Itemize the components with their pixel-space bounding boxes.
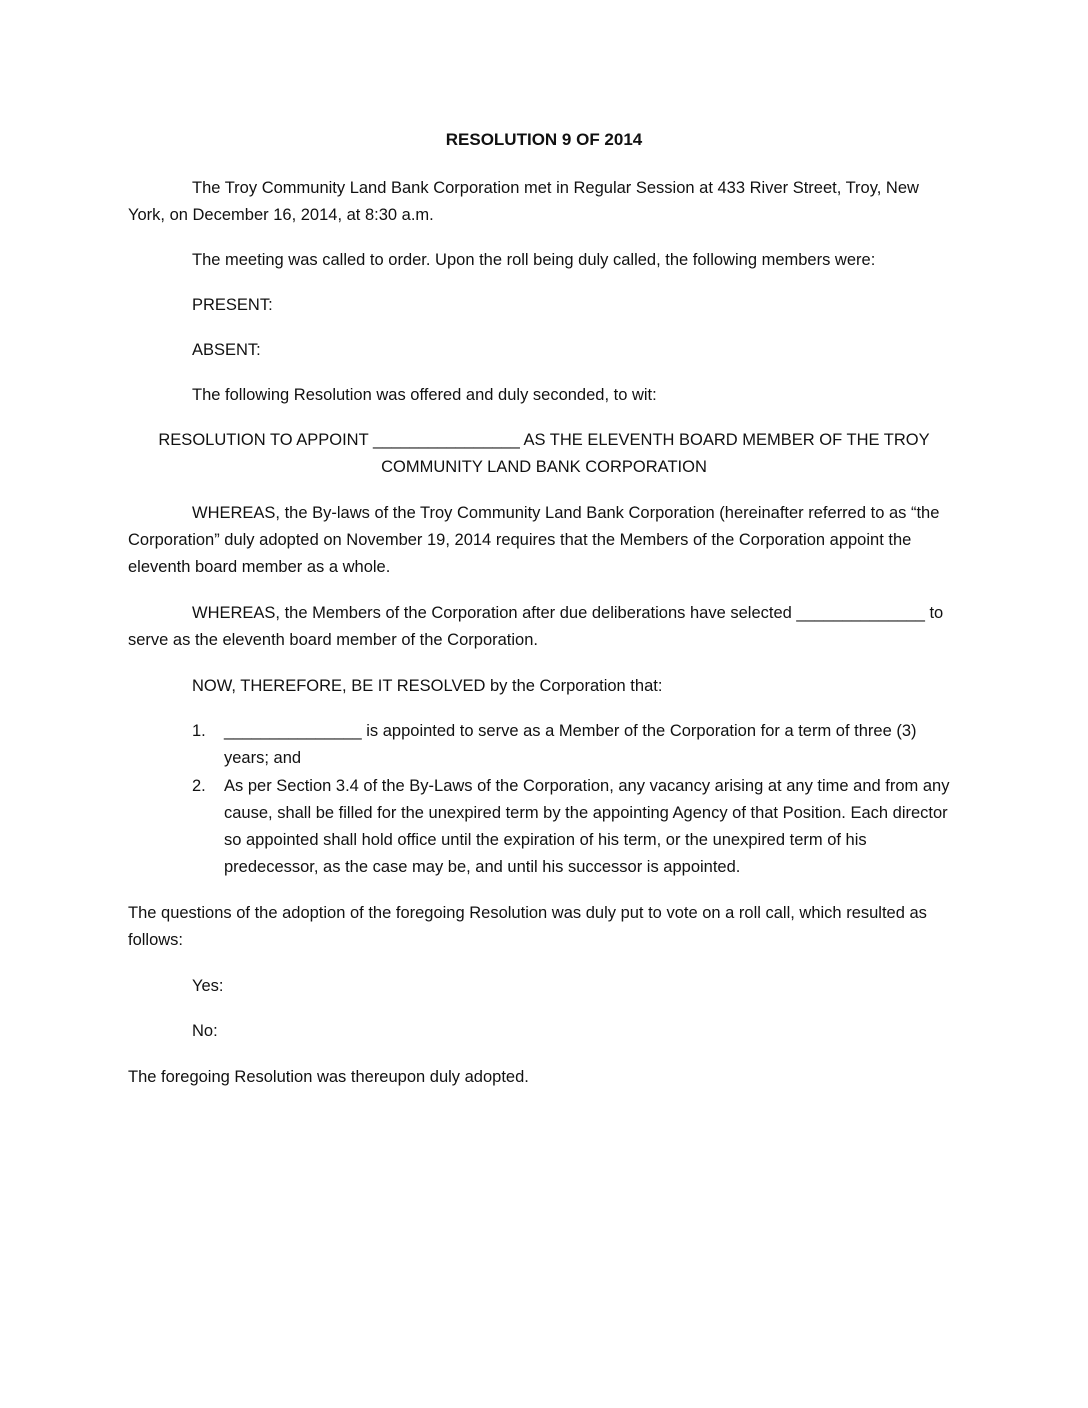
list-item-number: 2. xyxy=(192,777,206,795)
list-item-text: _______________ is appointed to serve as a Member of the Corporation for a term of three (3) years; and xyxy=(224,722,917,767)
roll-call-paragraph: The meeting was called to order. Upon the roll being duly called, the following members were: xyxy=(192,251,876,269)
whereas-paragraph-1: WHEREAS, the By-laws of the Troy Community Land Bank Corporation (hereinafter referred to as “the Corporation” duly adopted on November 19, 2014 requires that the Members of the Corporation appoint the eleventh board member as a whole. xyxy=(128,504,940,576)
yes-label: Yes: xyxy=(192,977,224,995)
present-label: PRESENT: xyxy=(192,296,273,314)
resolution-heading-line-2: COMMUNITY LAND BANK CORPORATION xyxy=(381,458,707,476)
now-therefore-paragraph: NOW, THEREFORE, BE IT RESOLVED by the Corporation that: xyxy=(192,677,663,695)
list-item-text: As per Section 3.4 of the By-Laws of the Corporation, any vacancy arising at any time and from any cause, shall be filled for the unexpired term by the appointing Agency of that Position. Each director so appointed shall hold office until the expiration of his term, or the unexpired term of his predecessor, as the case may be, and until his successor is appointed. xyxy=(224,777,950,876)
list-item xyxy=(192,773,958,881)
whereas-paragraph-2: WHEREAS, the Members of the Corporation after due deliberations have selected ______________ to serve as the eleventh board member of the Corporation. xyxy=(128,604,944,649)
no-label: No: xyxy=(192,1022,218,1040)
offered-paragraph: The following Resolution was offered and duly seconded, to wit: xyxy=(192,386,657,404)
resolution-heading-line-1: RESOLUTION TO APPOINT ________________ AS THE ELEVENTH BOARD MEMBER OF THE TROY xyxy=(158,431,930,449)
list-item xyxy=(192,718,958,772)
vote-intro-paragraph: The questions of the adoption of the foregoing Resolution was duly put to vote on a roll call, which resulted as follows: xyxy=(128,904,927,949)
document-title: RESOLUTION 9 OF 2014 xyxy=(445,130,643,149)
adopted-paragraph: The foregoing Resolution was thereupon duly adopted. xyxy=(128,1068,529,1086)
absent-label: ABSENT: xyxy=(192,341,261,359)
list-item-number: 1. xyxy=(192,722,206,740)
intro-paragraph: The Troy Community Land Bank Corporation met in Regular Session at 433 River Street, Troy, New York, on December 16, 2014, at 8:30 a.m. xyxy=(128,179,919,224)
